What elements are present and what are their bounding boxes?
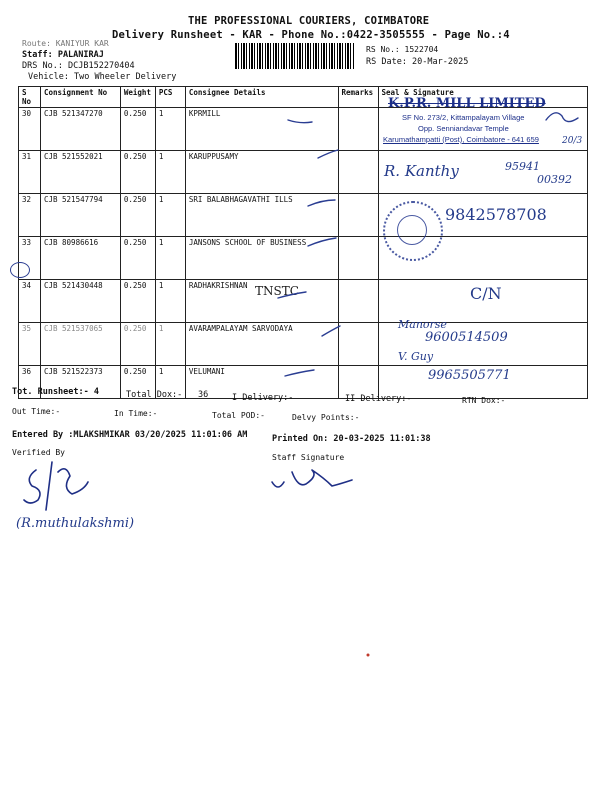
row-consignee: RADHAKRISHNAN xyxy=(185,280,338,323)
row-consignment: CJB 521430448 xyxy=(40,280,120,323)
row-pcs: 1 xyxy=(155,323,185,366)
stamp-line1: SF No. 273/2, Kittampalayam Village xyxy=(402,113,525,122)
row-pcs: 1 xyxy=(155,366,185,399)
col-sno: S No xyxy=(19,87,41,108)
handwritten-name-row35: Manorse xyxy=(398,318,447,331)
handwritten-date: 20/3 xyxy=(562,136,583,146)
red-dot-mark xyxy=(367,654,370,657)
vehicle-label: Vehicle: Two Wheeler Delivery xyxy=(28,72,177,82)
delvy-points-label: Delvy Points:- xyxy=(292,413,360,422)
col-remarks: Remarks xyxy=(338,87,378,108)
row-pcs: 1 xyxy=(155,237,185,280)
handwritten-phone-row36: 9965505771 xyxy=(428,368,511,383)
in-time-label: In Time:- xyxy=(114,409,158,418)
row-weight: 0.250 xyxy=(120,280,155,323)
row-sno: 32 xyxy=(19,194,41,237)
route-label: Route: KANIYUR KAR xyxy=(22,39,109,48)
row-consignee: VELUMANI xyxy=(185,366,338,399)
row-consignee: KARUPPUSAMY xyxy=(185,151,338,194)
row-sno: 30 xyxy=(19,108,41,151)
drs-label: DRS No.: DCJB152270404 xyxy=(22,61,135,71)
verifier-signature-icon xyxy=(24,462,88,510)
runsheet-subtitle: Delivery Runsheet - KAR - Phone No.:0422-3505555 - Page No.:4 xyxy=(112,29,510,41)
row-sno: 34 xyxy=(19,280,41,323)
stamp-line2: Opp. Senniandavar Temple xyxy=(418,124,509,133)
col-consignment: Consignment No xyxy=(40,87,120,108)
handwritten-number-row32: 95941 xyxy=(505,160,540,173)
row-pcs: 1 xyxy=(155,151,185,194)
handwritten-phone-row35: 9600514509 xyxy=(425,330,508,345)
row-consignment: CJB 521347270 xyxy=(40,108,120,151)
row-sno: 33 xyxy=(19,237,41,280)
staff-label: Staff: PALANIRAJ xyxy=(22,50,104,60)
row-weight: 0.250 xyxy=(120,237,155,280)
row-pcs: 1 xyxy=(155,108,185,151)
verifier-name: (R.muthulakshmi) xyxy=(16,516,135,531)
row-sno: 31 xyxy=(19,151,41,194)
rs-number: RS No.: 1522704 xyxy=(366,45,439,54)
handwritten-name-row36: V. Guy xyxy=(398,350,434,363)
row-weight: 0.250 xyxy=(120,151,155,194)
rtn-dox-label: RTN Dox:- xyxy=(462,396,506,405)
row-consignee: SRI BALABHAGAVATHI ILLS xyxy=(185,194,338,237)
ii-delivery-label: II Delivery:- xyxy=(345,394,412,404)
verified-by-label: Verified By xyxy=(12,448,65,457)
row-consignment: CJB 80986616 xyxy=(40,237,120,280)
row-consignment: CJB 521547794 xyxy=(40,194,120,237)
col-seal-signature: Seal & Signature xyxy=(378,87,588,108)
col-pcs: PCS xyxy=(155,87,185,108)
handwritten-phone-row33: 9842578708 xyxy=(445,205,547,224)
row-consignment: CJB 521537065 xyxy=(40,323,120,366)
row-consignment: CJB 521552021 xyxy=(40,151,120,194)
col-weight: Weight xyxy=(120,87,155,108)
i-delivery-label: I Delivery:- xyxy=(232,393,294,403)
total-dox-value: 36 xyxy=(198,390,209,400)
row-weight: 0.250 xyxy=(120,323,155,366)
col-consignee: Consignee Details xyxy=(185,87,338,108)
row-sno: 36 xyxy=(19,366,41,399)
row-consignee: JANSONS SCHOOL OF BUSINESS xyxy=(185,237,338,280)
staff-signature-label: Staff Signature xyxy=(272,453,345,462)
stamp-company: K.P.R. MILL LIMITED xyxy=(388,96,546,111)
row-weight: 0.250 xyxy=(120,108,155,151)
row-consignee: AVARAMPALAYAM SARVODAYA xyxy=(185,323,338,366)
handwritten-signature-row32: R. Kanthy xyxy=(384,162,459,180)
handwritten-number2-row32: 00392 xyxy=(537,173,572,186)
tot-runsheet: Tot. Runsheet:- 4 xyxy=(12,387,99,397)
row-consignee: KPRMILL xyxy=(185,108,338,151)
row-sno: 35 xyxy=(19,323,41,366)
handwritten-cn-row34: C/N xyxy=(470,284,502,303)
row-weight: 0.250 xyxy=(120,366,155,399)
entered-by: Entered By :MLAKSHMIKAR 03/20/2025 11:01:06 AM xyxy=(12,430,248,440)
company-title: THE PROFESSIONAL COURIERS, COIMBATORE xyxy=(188,15,430,27)
out-time-label: Out Time:- xyxy=(12,407,61,416)
staff-signature-icon xyxy=(272,470,352,487)
printed-on: Printed On: 20-03-2025 11:01:38 xyxy=(272,434,431,444)
row-pcs: 1 xyxy=(155,280,185,323)
handwritten-note-row34: TNSTC xyxy=(255,284,299,298)
row-weight: 0.250 xyxy=(120,194,155,237)
total-dox-label: Total Dox:- xyxy=(126,390,183,400)
total-pod-label: Total POD:- xyxy=(212,411,265,420)
row-pcs: 1 xyxy=(155,194,185,237)
rs-date: RS Date: 20-Mar-2025 xyxy=(366,57,469,67)
row-consignment: CJB 521522373 xyxy=(40,366,120,399)
stamp-line3: Karumathampatti (Post), Coimbatore - 641 659 xyxy=(383,135,539,144)
